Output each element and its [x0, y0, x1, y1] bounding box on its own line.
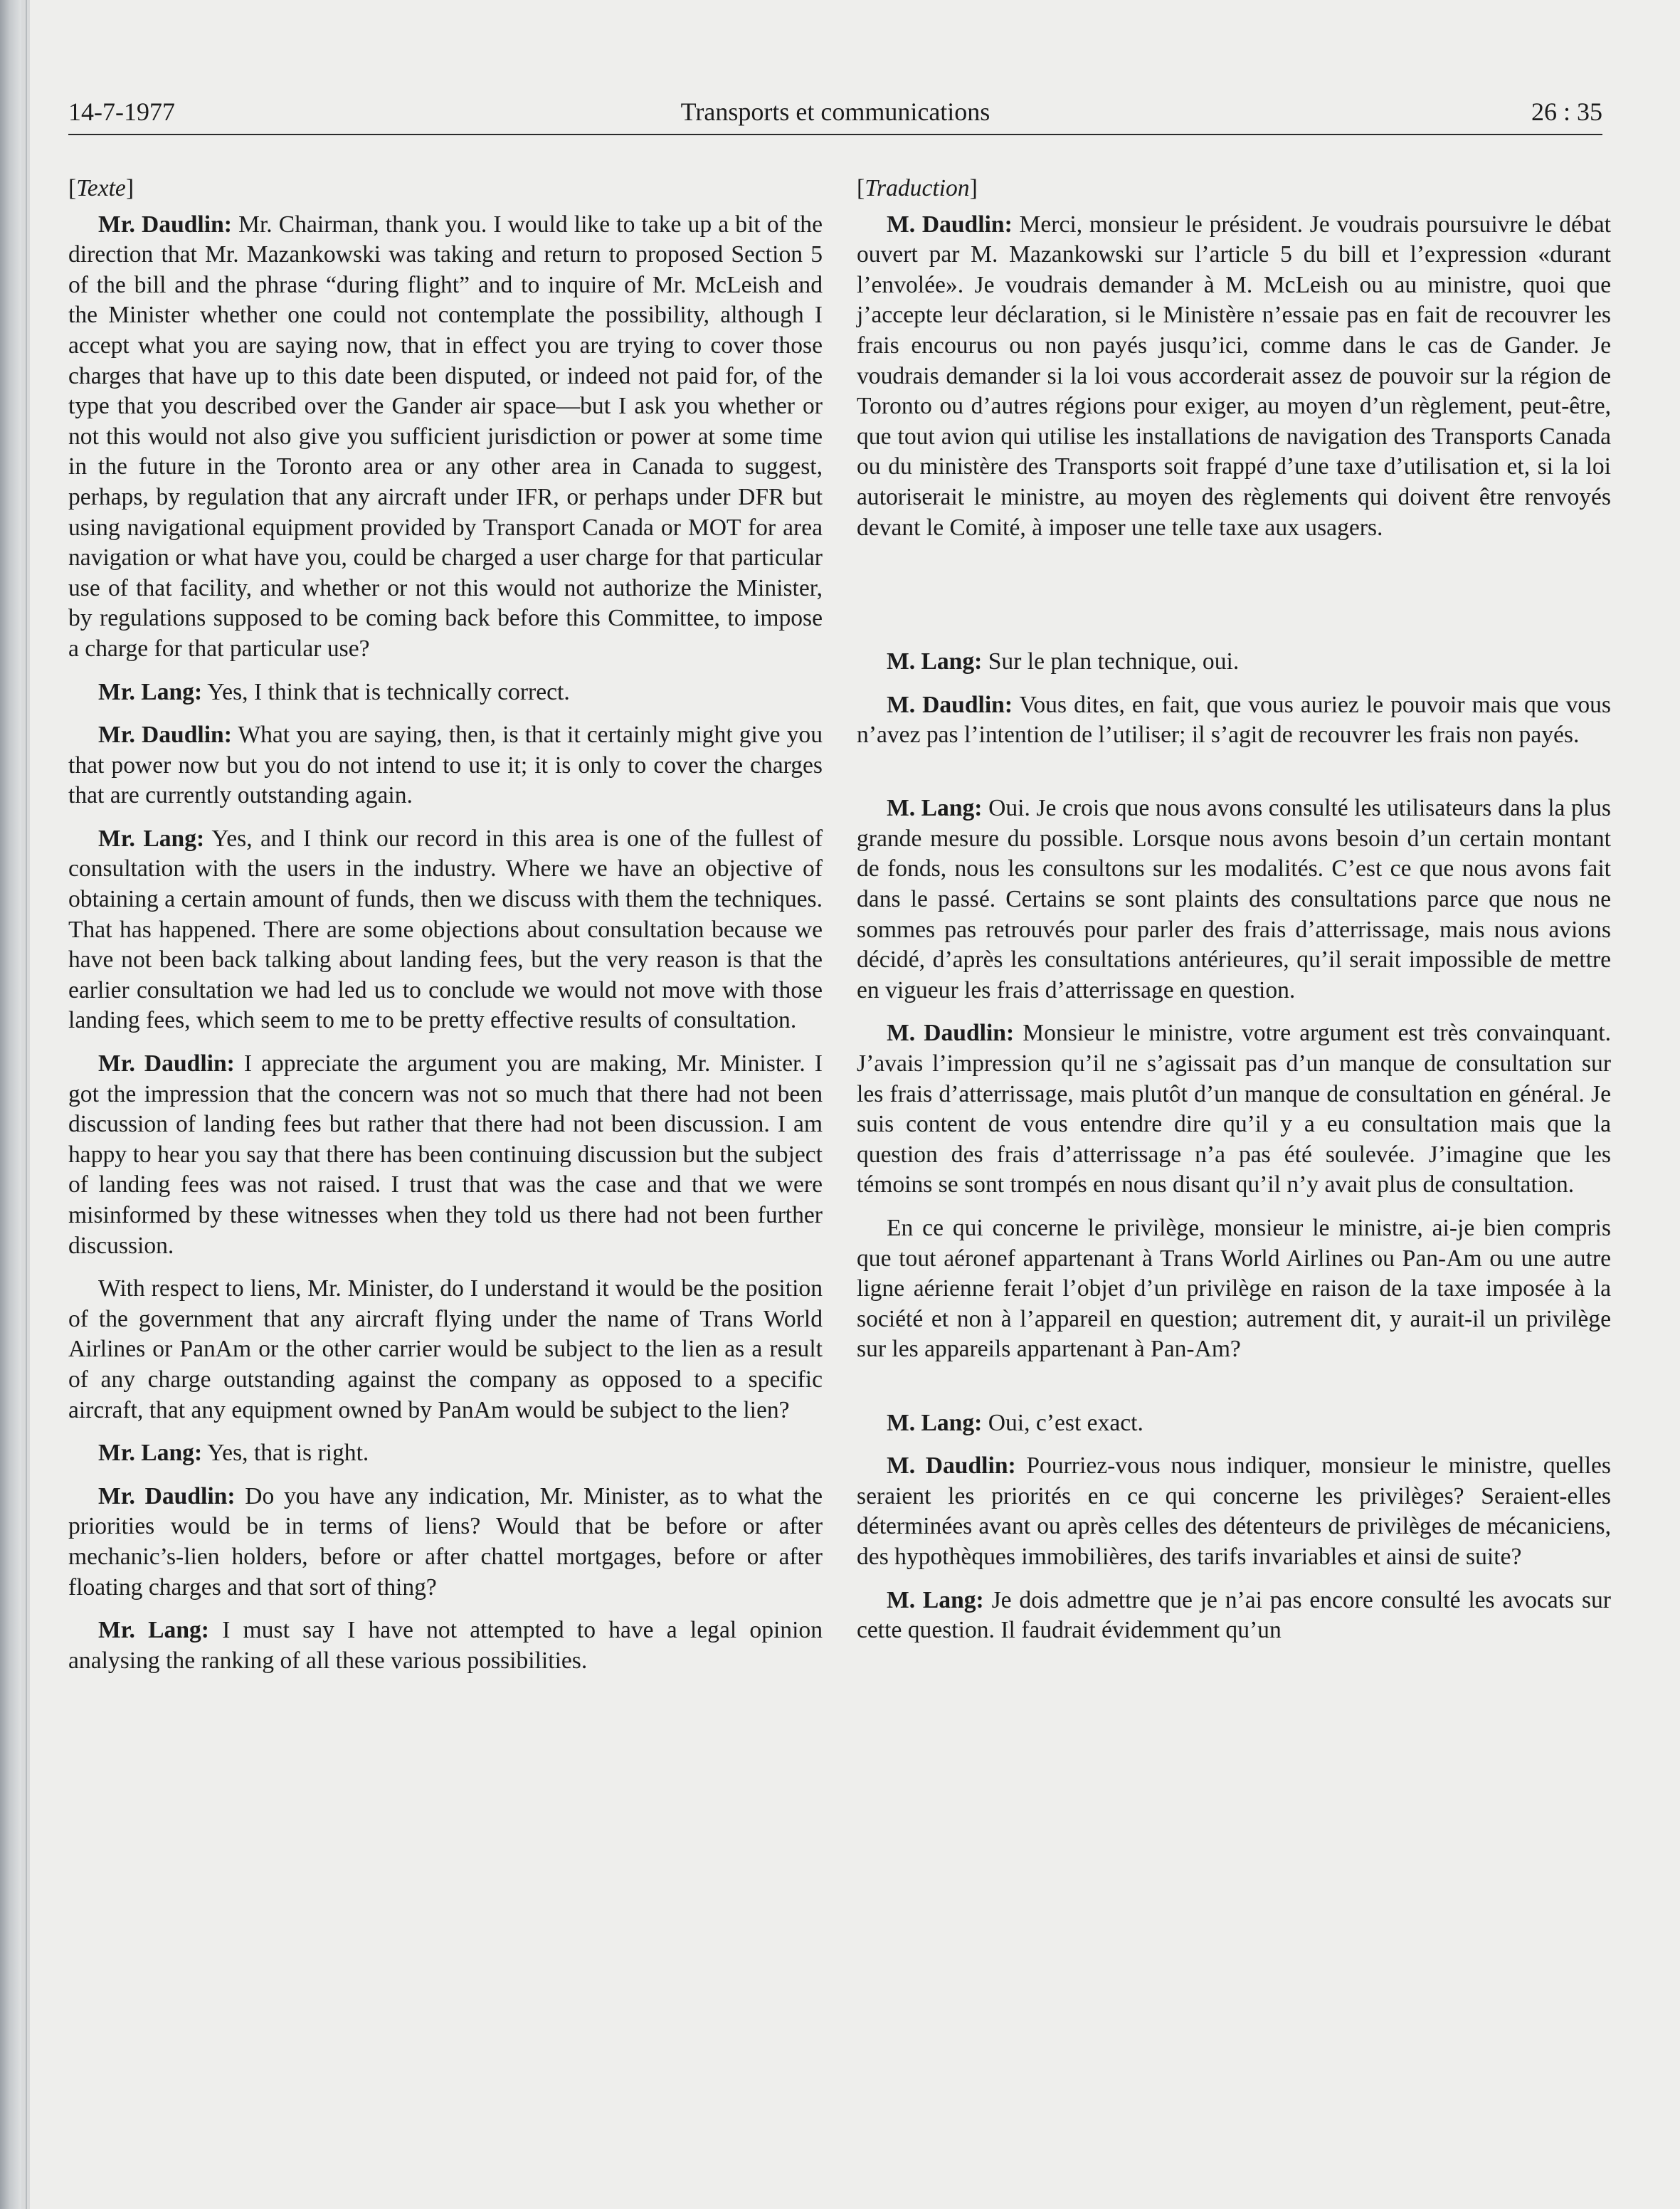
speaker-name: Mr. Lang:	[98, 1617, 209, 1644]
speaker-name: Mr. Daudlin:	[98, 1050, 235, 1077]
paragraph-text: Mr. Chairman, thank you. I would like to take up a bit of the direction that Mr. Mazankowski was taking and return to proposed Section 5 of the bill and the phrase “during flight” and to inquire of Mr. McLeish and the Minister whether one could not contemplate the possibility, although I accept what you are saying now, that in effect you are trying to cover those charges that have up to this date been disputed, or indeed not paid for, of the type that you described over the Gander air space—but I ask you whether or not this would not also give you sufficient jurisdiction or power at some time in the future in the Toronto area or any other area in Canada to suggest, perhaps, by regulation that any aircraft under IFR, or perhaps under DFR but using navigational equipment provided by Transport Canada or MOT for area navigation or what have you, could be charged a user charge for that particular use of that facility, and whether or not this would not authorize the Minister, by regulations supposed to be coming back before this Committee, to impose a charge for that particular use?	[68, 211, 823, 662]
running-header	[68, 94, 1602, 135]
header-title: Transports et communications	[680, 97, 990, 126]
paragraph-text: Yes, and I think our record in this area is one of the fullest of consultation with the users in the industry. Where we have an objective of obtaining a certain amount of funds, then we discuss with them the techniques. That has happened. There are some objections about consultation because we have not been back talking about landing fees, but the very reason is that the earlier consultation we had led us to conclude we would not move with those landing fees, which seem to me to be pretty effective results of consultation.	[68, 825, 823, 1034]
speaker-name: M. Lang:	[887, 795, 983, 822]
paragraph-text: I must say I have not attempted to have a legal opinion analysing the ranking of all these various possibilities.	[68, 1617, 823, 1674]
paragraph	[68, 1438, 823, 1469]
paragraph-text: Yes, that is right.	[207, 1440, 369, 1467]
column-label-texte: [Texte]	[68, 175, 134, 201]
paragraph	[68, 1274, 823, 1425]
paragraph-text: Yes, I think that is technically correct.	[207, 678, 570, 705]
paragraph-text: Oui, c’est exact.	[988, 1409, 1143, 1436]
french-column	[857, 174, 1611, 1659]
paragraph	[68, 1615, 823, 1676]
speaker-name: M. Daudlin:	[887, 691, 1013, 718]
paragraph	[857, 210, 1611, 544]
paragraph	[857, 1213, 1611, 1365]
paragraph	[857, 1451, 1611, 1572]
paragraph	[857, 690, 1611, 751]
paragraph-text: Monsieur le ministre, votre argument est très convainquant. J’avais l’impression qu’il ne s’agissait pas d’un manque de consultation sur les frais d’atterrissage, mais plutôt d’un manque de consultation en général. Je suis content de vous entendre dire qu’il y a eu consultation mais que la question des frais d’atterrissage n’a pas été soulevée. J’imagine que les témoins se sont trompés en nous disant qu’il n’y avait plus de consultation.	[857, 1020, 1611, 1198]
binding-edge	[26, 0, 27, 2209]
speaker-name: M. Daudlin:	[887, 1020, 1015, 1047]
speaker-name: M. Lang:	[887, 1586, 984, 1613]
english-column	[68, 174, 823, 1689]
speaker-name: M. Daudlin:	[887, 1453, 1016, 1480]
header-page-number: 26 : 35	[1531, 97, 1602, 126]
column-label-traduction: [Traduction]	[857, 175, 978, 201]
paragraph	[68, 1049, 823, 1261]
paragraph	[857, 1018, 1611, 1201]
paragraph-text: With respect to liens, Mr. Minister, do I understand it would be the position of the government that any aircraft flying under the name of Trans World Airlines or PanAm or the other carrier would be subject to the lien as a result of any charge outstanding against the company as opposed to a specific aircraft, that any equipment owned by PanAm would be subject to the lien?	[68, 1275, 823, 1423]
paragraph-text: En ce qui concerne le privilège, monsieur le ministre, ai-je bien compris que tout aéronef appartenant à Trans World Airlines ou Pan-Am ou une autre ligne aérienne ferait l’objet d’un privilège en raison de la taxe imposée à la société et non à l’appareil en question; autrement dit, y aurait-il un privilège sur les appareils appartenant à Pan-Am?	[857, 1215, 1611, 1363]
speaker-name: Mr. Lang:	[98, 825, 205, 852]
header-date: 14-7-1977	[68, 97, 175, 126]
speaker-name: M. Daudlin:	[887, 211, 1013, 238]
speaker-name: Mr. Daudlin:	[98, 211, 232, 238]
book-spine-shadow	[0, 0, 21, 2209]
paragraph	[68, 824, 823, 1036]
paragraph-text: Pourriez-vous nous indiquer, monsieur le ministre, quelles seraient les priorités en ce qui concerne les privilèges? Seraient-elles déterminées avant ou après celles des détenteurs de privilèges de mécaniciens, des hypothèques immobilières, des tarifs invariables et ainsi de suite?	[857, 1453, 1611, 1570]
speaker-name: M. Lang:	[887, 648, 983, 675]
paragraph	[857, 647, 1611, 678]
paragraph-text: Do you have any indication, Mr. Minister, as to what the priorities would be in terms of liens? Would that be before or after mechanic’s-lien holders, before or after chattel mortgages, before or after floating charges and that sort of thing?	[68, 1482, 823, 1601]
paragraph	[68, 210, 823, 665]
paragraph	[857, 1408, 1611, 1439]
paragraph-text: Sur le plan technique, oui.	[988, 648, 1240, 675]
speaker-name: M. Lang:	[887, 1409, 983, 1436]
paragraph	[857, 794, 1611, 1006]
paragraph	[68, 1482, 823, 1603]
paragraph-text: Je dois admettre que je n’ai pas encore consulté les avocats sur cette question. Il faudrait évidemment qu’un	[857, 1586, 1611, 1644]
paragraph-text: Oui. Je crois que nous avons consulté les utilisateurs dans la plus grande mesure du possible. Lorsque nous avons besoin d’un certain montant de fonds, nous les consultons sur les modalités. C’est ce que nous avons fait dans le passé. Certains se sont plaints des consultations parce que nous ne sommes pas retrouvés pour parler des frais d’atterrissage, mais nous avions décidé, d’après les consultations antérieures, qu’il serait impossible de mettre en vigueur les frais d’atterrissage en question.	[857, 795, 1611, 1003]
paragraph-text: Merci, monsieur le président. Je voudrais poursuivre le débat ouvert par M. Mazankowski sur l’article 5 du bill et l’expression «durant l’envolée». Je voudrais demander à M. McLeish ou au ministre, quoi que j’accepte leur déclaration, si le Ministère n’essaie pas en fait de recouvrer les frais encourus ou non payés jusqu’ici, comme dans le cas de Gander. Je voudrais demander si la loi vous accorderait assez de pouvoir sur la région de Toronto ou d’autres régions pour exiger, au moyen d’un règlement, peut-être, que tout avion qui utilise les installations de navigation des Transports Canada ou du ministère des Transports soit frappé d’une taxe d’utilisation et, si la loi autoriserait le ministre, au moyen des règlements qui doivent être renvoyés devant le Comité, à imposer une telle taxe aux usagers.	[857, 211, 1611, 541]
paragraph	[68, 678, 823, 708]
paragraph-text: What you are saying, then, is that it certainly might give you that power now but you do not intend to use it; it is only to cover the charges that are currently outstanding again.	[68, 722, 823, 809]
paragraph	[68, 720, 823, 811]
speaker-name: Mr. Lang:	[98, 1440, 203, 1467]
paragraph	[857, 1586, 1611, 1646]
paragraph-text: Vous dites, en fait, que vous auriez le pouvoir mais que vous n’avez pas l’intention de l’utiliser; il s’agit de recouvrer les frais non payés.	[857, 691, 1611, 749]
speaker-name: Mr. Lang:	[98, 678, 203, 705]
speaker-name: Mr. Daudlin:	[98, 722, 232, 749]
paragraph-text: I appreciate the argument you are making, Mr. Minister. I got the impression that the concern was not so much that there had not been discussion of landing fees but rather that there had not been discussion. I am happy to hear you say that there has been continuing discussion but the subject of landing fees was not raised. I trust that was the case and that we were misinformed by these witnesses when they told us there had not been further discussion.	[68, 1050, 823, 1259]
speaker-name: Mr. Daudlin:	[98, 1482, 236, 1509]
